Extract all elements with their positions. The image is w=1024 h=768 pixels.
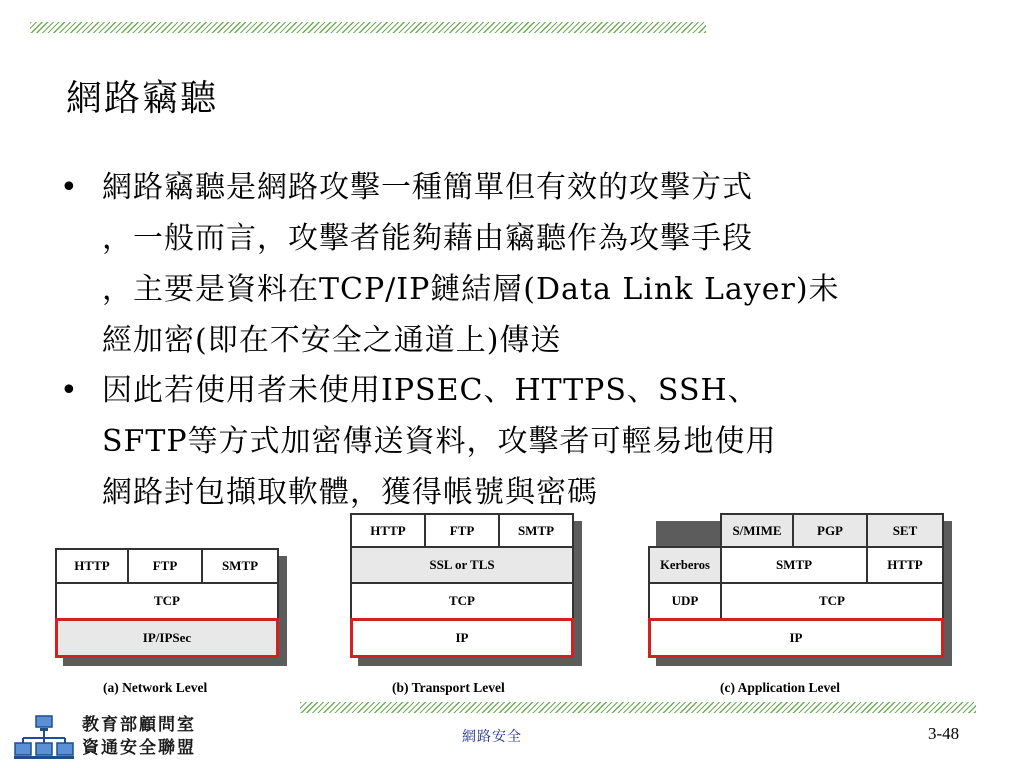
diagram-caption: (c) Application Level [720, 680, 840, 695]
footer-course-title: 網路安全 [462, 729, 522, 745]
app-protocol-row [648, 546, 944, 584]
transport-level-diagram [350, 513, 590, 698]
protocol-cell-http: HTTP [57, 550, 129, 582]
protocol-cell-ftp: FTP [129, 550, 203, 582]
application-level-diagram [648, 513, 958, 698]
bullet-2-line-3: 網路封包擷取軟體，獲得帳號與密碼 [102, 475, 598, 510]
organization-name [82, 714, 196, 760]
protocol-cell-ip-ipsec: IP/IPSec [58, 621, 276, 655]
secure-app-row [720, 513, 944, 548]
bullet-2-line-1: 因此若使用者未使用IPSEC、HTTPS、SSH、 [102, 373, 759, 408]
bullet-1-line-2: ，一般而言，攻擊者能夠藉由竊聽作為攻擊手段 [102, 221, 753, 256]
bullet-symbol: • [60, 170, 79, 205]
protocol-cell-tcp: TCP [154, 593, 180, 608]
protocol-cell-ip: IP [455, 630, 469, 645]
page-number: 3-48 [928, 724, 960, 743]
diagram-caption: (b) Transport Level [392, 680, 505, 695]
protocol-cell-tcp: TCP [819, 593, 845, 608]
tcp-row [55, 582, 279, 620]
protocol-cell-tcp: TCP [449, 593, 475, 608]
protocol-cell-ip: IP [789, 630, 803, 645]
ip-ipsec-row [55, 618, 279, 658]
protocol-cell-pgp: PGP [794, 515, 868, 546]
org-name-line-1: 教育部顧問室 [82, 715, 196, 735]
protocol-cell-smime: S/MIME [722, 515, 794, 546]
bullet-1-line-3: ，主要是資料在TCP/IP鏈結層(Data Link Layer)未 [102, 272, 840, 307]
ip-row [648, 618, 944, 658]
bullet-symbol: • [60, 373, 79, 408]
bullet-item-2 [60, 365, 950, 518]
application-protocol-row [350, 513, 574, 548]
network-level-diagram [55, 548, 295, 698]
ip-row [350, 618, 574, 658]
application-protocol-row [55, 548, 279, 584]
slide-title: 網路竊聽 [66, 78, 219, 119]
protocol-cell-http: HTTP [352, 515, 426, 546]
transport-row [648, 582, 944, 620]
org-name-line-2: 資通安全聯盟 [82, 738, 196, 758]
protocol-cell-smtp: SMTP [517, 522, 555, 538]
protocol-cell-set: SET [868, 515, 942, 546]
diagram-caption: (a) Network Level [103, 680, 208, 695]
protocol-cell-smtp: SMTP [722, 548, 868, 582]
bullet-1-line-1: 網路竊聽是網路攻擊一種簡單但有效的攻擊方式 [102, 170, 753, 205]
protocol-cell-smtp: SMTP [221, 558, 259, 573]
top-decorative-band [30, 22, 706, 33]
protocol-cell-udp: UDP [650, 584, 722, 618]
ssl-tls-row [350, 546, 574, 584]
tcp-row [350, 582, 574, 620]
bullet-2-line-2: SFTP等方式加密傳送資料，攻擊者可輕易地使用 [102, 424, 777, 459]
protocol-cell-http: HTTP [887, 557, 923, 572]
bullet-item-1 [60, 162, 950, 366]
protocol-cell-ssl-tls: SSL or TLS [352, 548, 572, 582]
network-computers-icon [14, 714, 74, 760]
protocol-cell-kerberos: Kerberos [650, 548, 722, 582]
bottom-decorative-band [300, 702, 976, 713]
protocol-cell-ftp: FTP [426, 515, 500, 546]
bullet-1-line-4: 經加密(即在不安全之通道上)傳送 [102, 323, 562, 358]
